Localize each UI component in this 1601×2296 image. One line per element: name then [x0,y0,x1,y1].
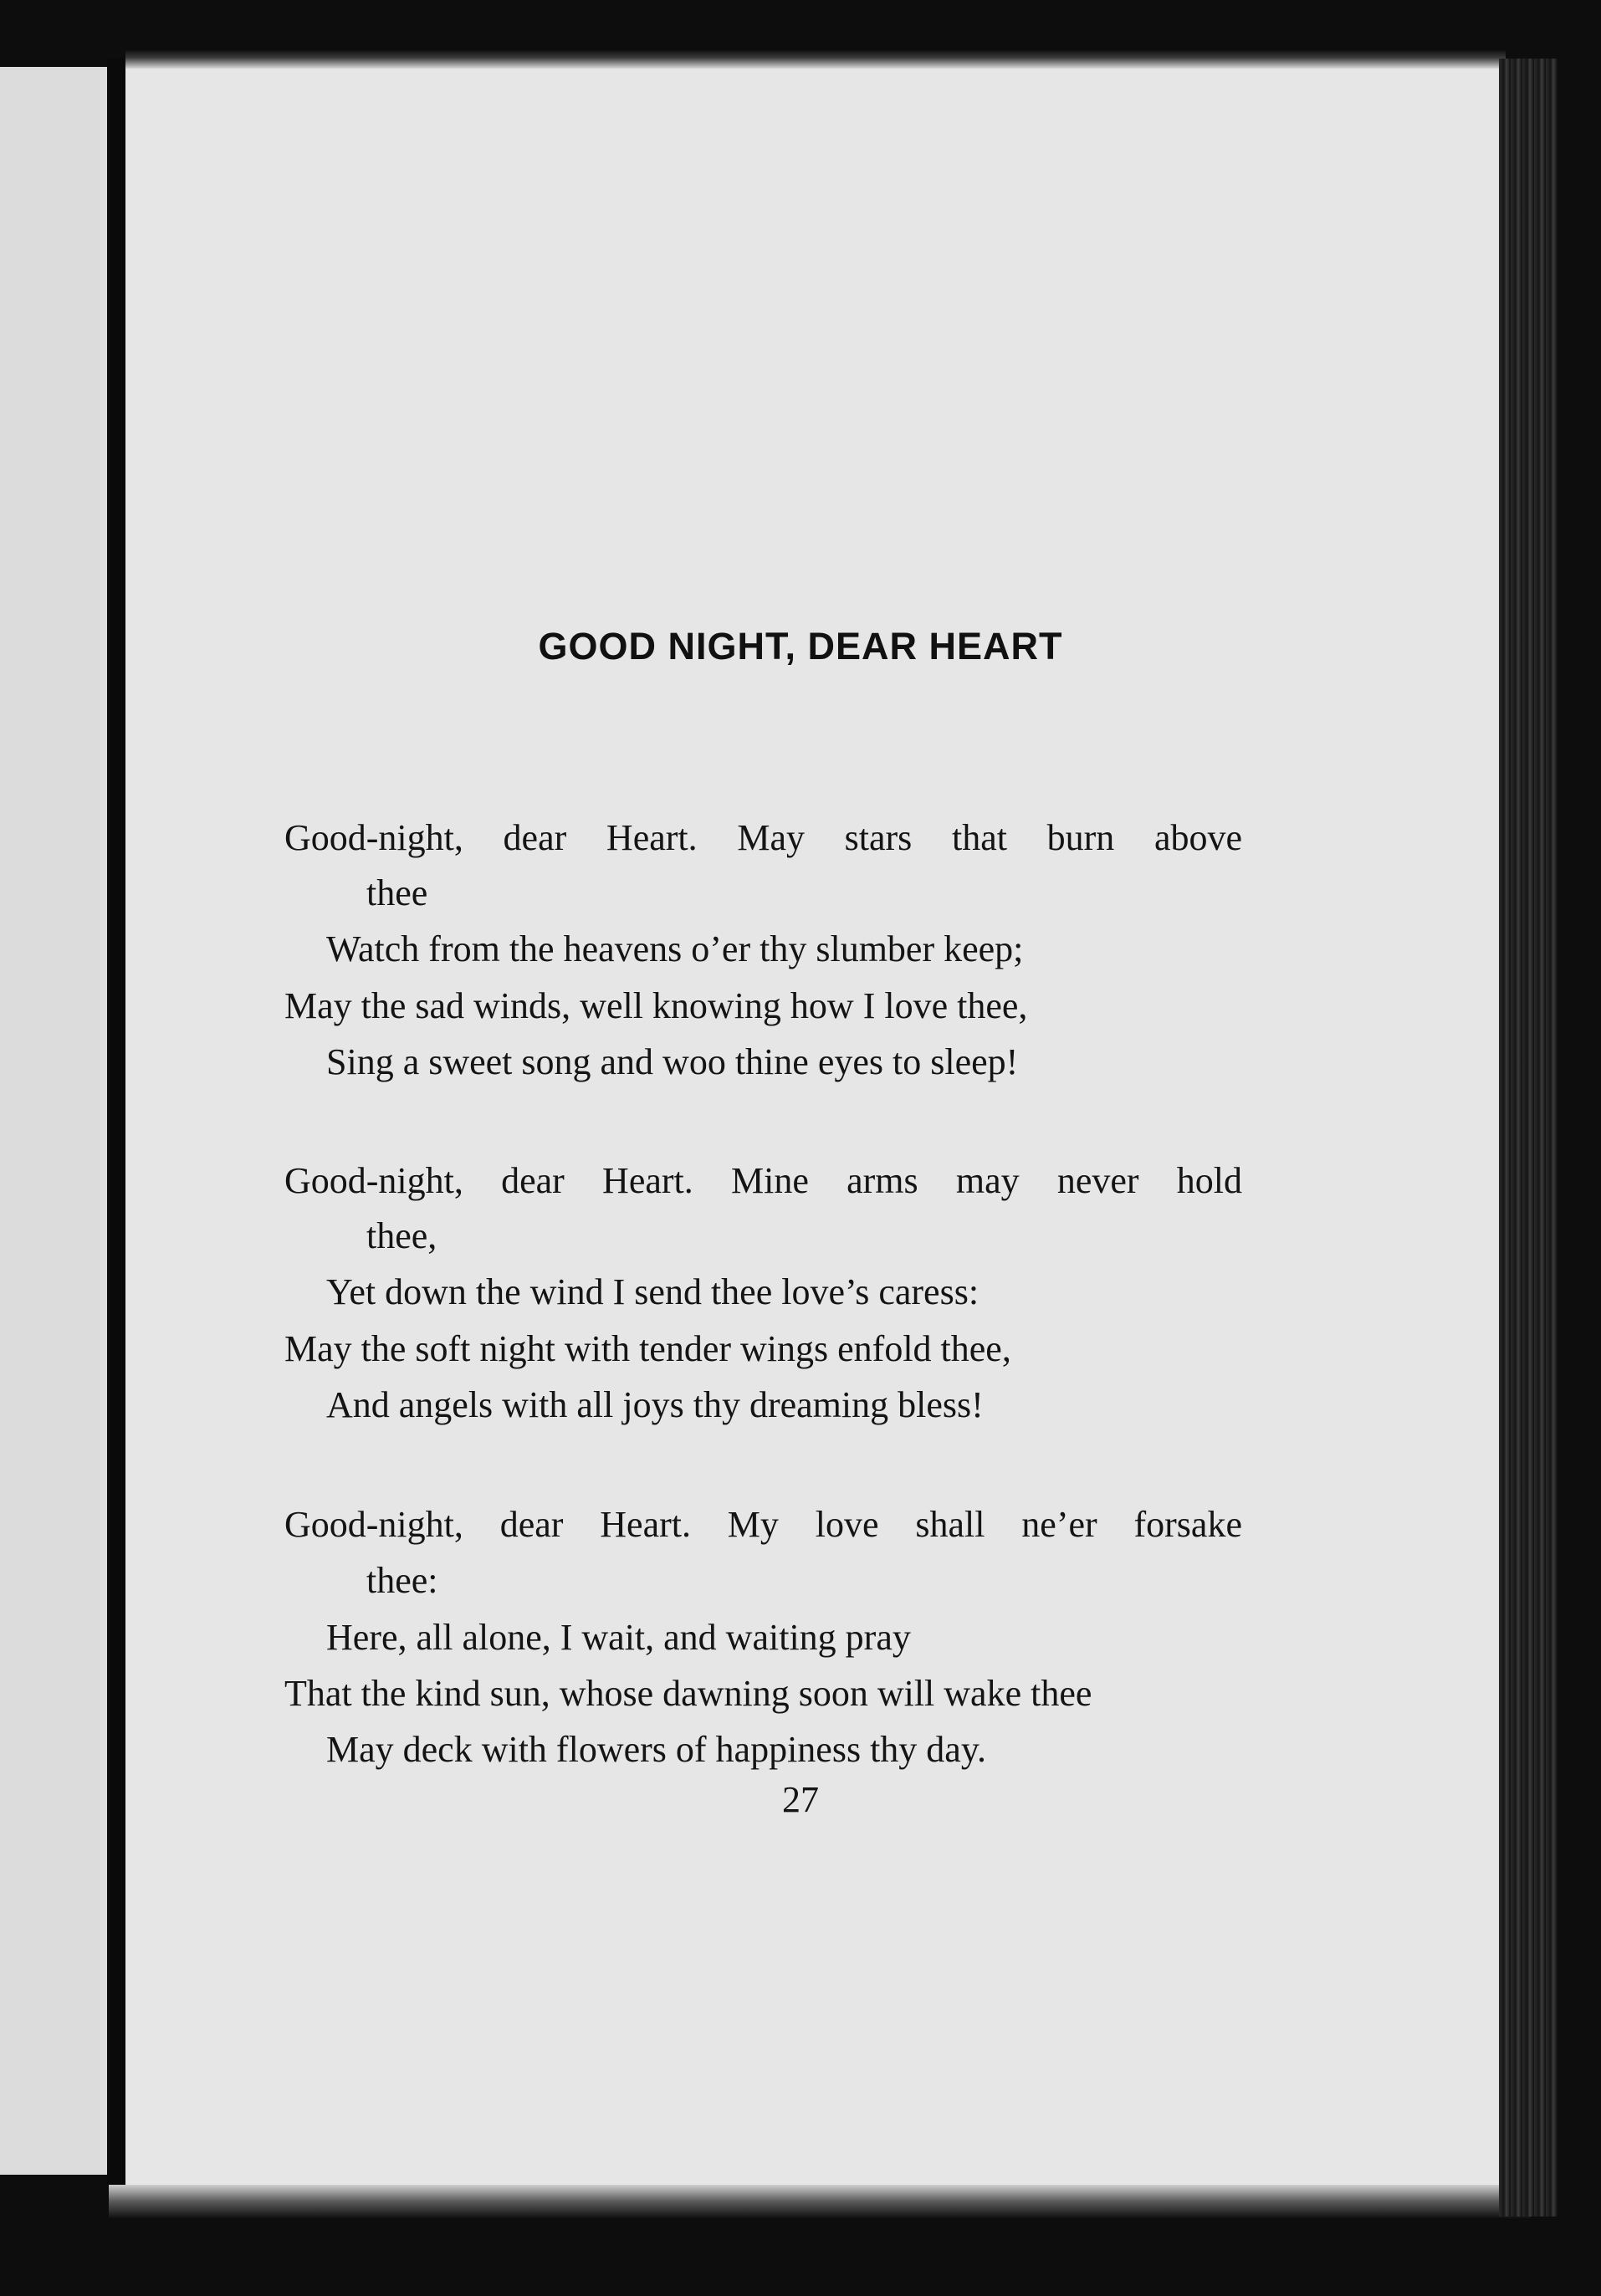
poem-line-continuation: thee [366,872,428,913]
poem-line: Sing a sweet song and woo thine eyes to sleep! [326,1041,1019,1082]
poem-line: May the soft night with tender wings enfold thee, [284,1328,1011,1369]
poem-line-continuation: thee, [366,1215,437,1256]
poem-line: Watch from the heavens o’er thy slumber keep; [326,928,1024,969]
poem-line-continuation: thee: [366,1560,438,1601]
poem-title: GOOD NIGHT, DEAR HEART [538,625,1063,667]
poem-line: May deck with flowers of happiness thy day. [326,1729,986,1770]
poem-line: That the kind sun, whose dawning soon will wake thee [284,1673,1092,1714]
poem-line: Here, all alone, I wait, and waiting pray [326,1617,911,1658]
poem-line: May the sad winds, well knowing how I love thee, [284,985,1028,1026]
poem-line: Good-night, dear Heart. May stars that burn above [284,817,1242,858]
poem-line: Yet down the wind I send thee love’s caress: [326,1271,980,1312]
page-number: 27 [782,1779,819,1820]
poem-line: And angels with all joys thy dreaming bless! [326,1384,984,1425]
poem-line: Good-night, dear Heart. Mine arms may never hold [284,1160,1242,1201]
poem-line: Good-night, dear Heart. My love shall ne’er forsake [284,1504,1242,1545]
